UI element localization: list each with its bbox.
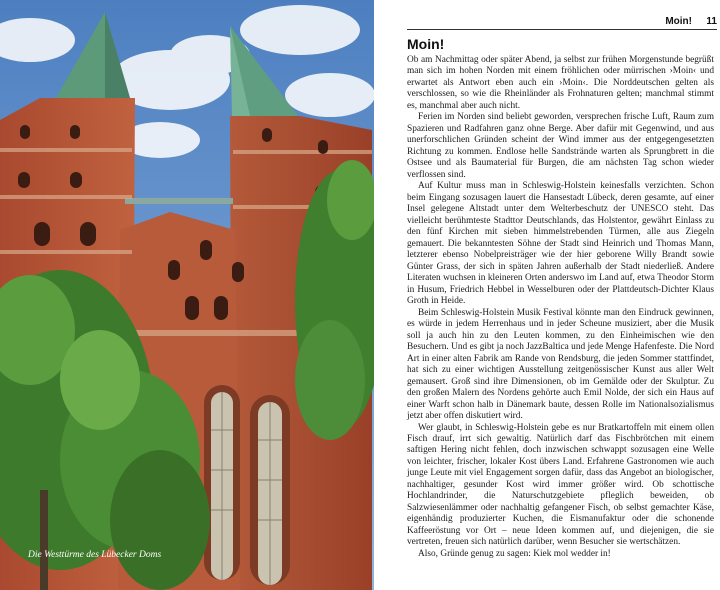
running-head-title: Moin! — [665, 16, 692, 27]
connecting-beam — [125, 198, 233, 204]
paragraph: Also, Gründe genug zu sagen: Kiek mol wedder in! — [418, 548, 611, 559]
paragraph: Ferien im Norden sind beliebt geworden, versprechen frische Luft, Raum zum Spazieren und Radfahren ganz ohne Berge. Aber dafür mit Gegenwind, und aus unerforschlichen Gründen scheint der Wind immer aus der entgegengesetzten Richtung zu kommen. Endlose helle Sandstrände warten als Sprungbrett in die Ostsee und als Baumaterial für Burgen, die am nächsten Tag schon wieder verflossen sind. — [407, 112, 714, 180]
chapter-heading: Moin! — [407, 36, 445, 52]
body-text — [407, 55, 714, 560]
paragraph: Auf Kultur muss man in Schleswig-Holstein keinesfalls verzichten. Schon beim Eingang sozusagen lauert die Hansestadt Lübeck, deren gesamte, auf einer Insel gelegene Altstadt unter dem Welterbeschutz der UNESCO steht. Das vielleicht berühmteste Stadttor Deutschlands, das Holstentor, gewährt Einlass zu den fünf Kirchen mit sieben himmelstrebenden Türmen, alle aus Ziegeln gemauert. Die bekanntesten Söhne der Stadt sind Heinrich und Thomas Mann, letzterer ebenso Nobelpreisträger wie der hier geborene Willy Brandt sowie Günter Grass, der sich in späten Jahren außerhalb der Stadt niederließ. Andere Literaten wuchsen in kleineren Orten anderswo im Land auf, etwa Theodor Storm in Husum, Friedrich Hebbel in Wesselburen oder der Plattdeutsch-Dichter Klaus Groth in Heide. — [407, 181, 714, 307]
paragraph: Ob am Nachmittag oder später Abend, ja selbst zur frühen Morgenstunde begrüßt man sich im hohen Norden mit einem fröhlichen oder mürrischen ›Moin‹ und erwartet als Antwort eben auch ein ›Moin‹. Die Norddeutschen gelten als verschlossen, so wie die Rheinländer als Frohnaturen gelten; manchmal stimmt es, manchmal aber auch nicht. — [407, 55, 714, 111]
paragraph: Wer glaubt, in Schleswig-Holstein gebe es nur Bratkartoffeln mit einem ollen Fisch drauf, irrt sich gewaltig. Natürlich darf das Fischbrötchen mit einem saftigen Hering nicht fehlen, doch inzwischen schwappt sozusagen eine Welle von leichter, frischer, lokaler Kost übers Land. Erfahrene Gastronomen wie auch junge Leute mit viel Engagement sorgen dafür, dass das Angebot an biologischer, nachhaltiger, gesunder Kost wird immer größer wird. Ob schottische Hochlandrinder, die Naturschutzgebiete pfleglich beweiden, ob Salzwiesenlämmer oder nachhaltig gefangener Fisch, ob selbst gemachter Käse, eigenhändig produzierter Kuchen, die Eismanufaktur oder die schonende Kaffeeröstung vor Ort – neue Ideen kommen auf, und diejenigen, die sie vertreten, freuen sich natürlich darüber, wenn Besucher sie wertschätzen. — [407, 422, 714, 548]
paragraph: Beim Schleswig-Holstein Musik Festival könnte man den Eindruck gewinnen, es würde in jedem Herrenhaus und in jeder Scheune musiziert, aber die Musik soll ja auch hin zu den Leuten kommen, zu den Einheimischen wie den Besuchern. Und es gibt ja noch JazzBaltica und jede Menge Hafenfeste. Die Nord Art in einer alten Fabrik am Rande von Rendsburg, die jeden Sommer stattfindet, hat sich zu einer wichtigen Ausstellung zeitgenössischer Kunst aus aller Welt gemausert. Groß sind ihre Dimensionen, ob im Gemälde oder der Skulptur. Zu den großen Malern des Nordens gehörte auch Emil Nolde, der sich ein Haus auf einer Warft schon halb in Dänemark baute, dessen Rolle im Nationalsozialismus jetzt aber offen diskutiert wird. — [407, 307, 714, 422]
running-head — [407, 13, 717, 30]
page-number: 11 — [706, 16, 717, 27]
text-page — [374, 0, 720, 590]
photo-caption: Die Westtürme des Lübecker Doms — [28, 550, 162, 560]
